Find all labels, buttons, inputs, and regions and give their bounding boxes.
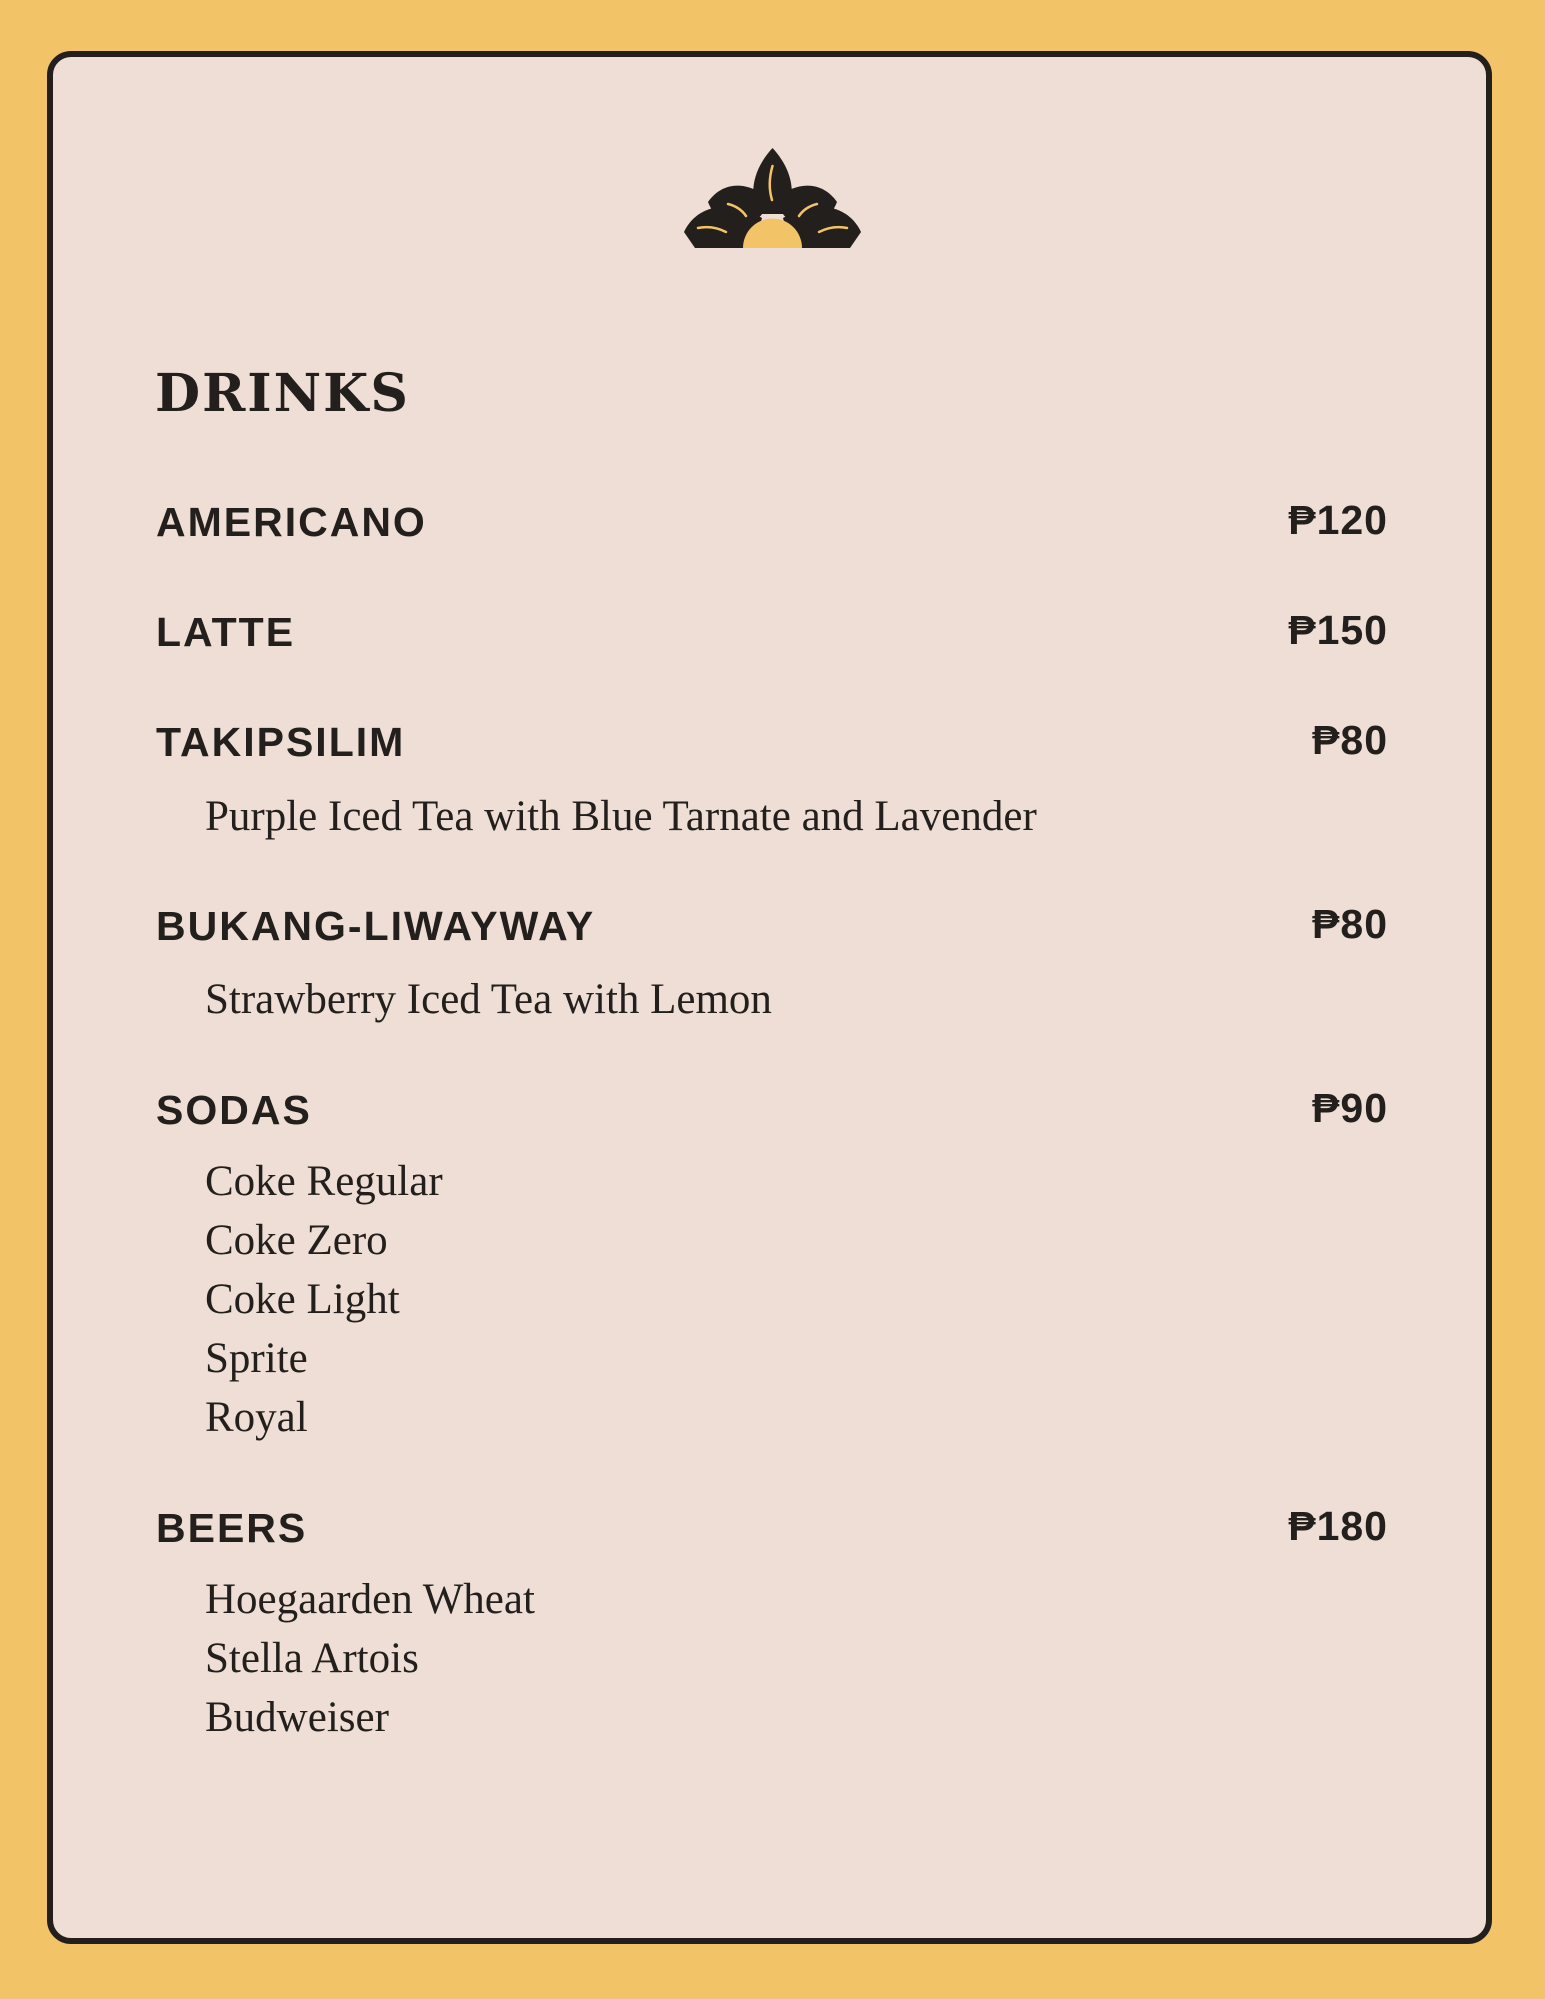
item-price: ₱80 — [1312, 901, 1388, 947]
item-name: TAKIPSILIM — [156, 719, 406, 765]
item-name: SODAS — [156, 1087, 312, 1133]
list-item: Royal — [205, 1394, 308, 1441]
list-item: Coke Light — [205, 1276, 400, 1323]
item-options-list — [205, 1570, 535, 1747]
list-item: Hoegaarden Wheat — [205, 1576, 535, 1623]
item-name: BUKANG-LIWAYWAY — [156, 903, 596, 949]
item-description: Strawberry Iced Tea with Lemon — [205, 976, 772, 1023]
list-item: Coke Zero — [205, 1217, 388, 1264]
item-price: ₱120 — [1288, 497, 1388, 543]
item-name: AMERICANO — [156, 499, 427, 545]
list-item: Budweiser — [205, 1694, 389, 1741]
item-description: Purple Iced Tea with Blue Tarnate and Lavender — [205, 793, 1037, 840]
item-name: BEERS — [156, 1505, 308, 1551]
item-price: ₱90 — [1312, 1085, 1388, 1131]
list-item: Stella Artois — [205, 1635, 419, 1682]
list-item: Sprite — [205, 1335, 308, 1382]
item-options-list — [205, 1152, 443, 1447]
item-price: ₱150 — [1288, 607, 1388, 653]
list-item: Coke Regular — [205, 1158, 443, 1205]
menu-heading: DRINKS — [155, 363, 410, 424]
lotus-sun-icon — [680, 140, 865, 260]
item-price: ₱80 — [1312, 717, 1388, 763]
item-price: ₱180 — [1288, 1503, 1388, 1549]
item-name: LATTE — [156, 609, 296, 655]
